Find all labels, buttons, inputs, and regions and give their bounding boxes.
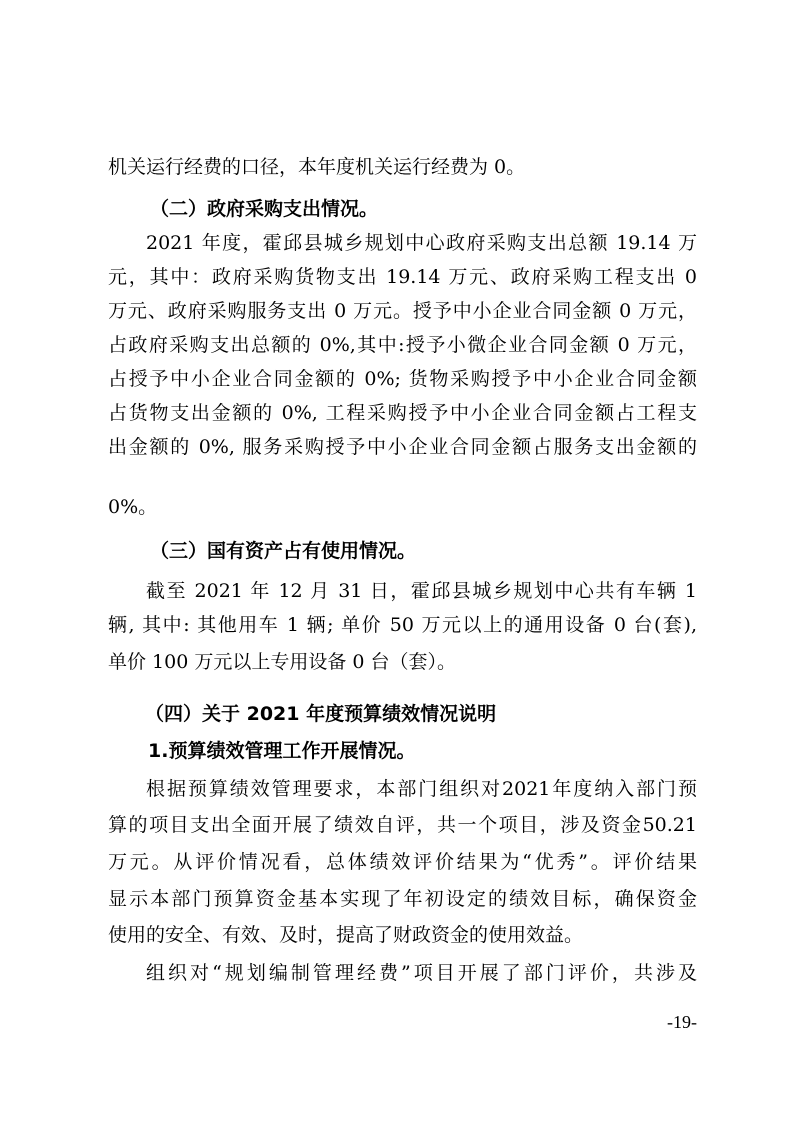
text-line: 万元、政府采购服务支出 0 万元。授予中小企业合同金额 0 万元， [108, 300, 697, 322]
text-line: 机关运行经费的口径，本年度机关运行经费为 0。 [108, 156, 526, 178]
section-heading: （三）国有资产占有使用情况。 [150, 540, 417, 562]
text-line: 0%。 [108, 496, 158, 518]
section-heading: （四）关于 2021 年度预算绩效情况说明 [145, 703, 497, 725]
text-line: 算的项目支出全面开展了绩效自评，共一个项目，涉及资金50.21 [108, 814, 697, 836]
text-line: 使用的安全、有效、及时，提高了财政资金的使用效益。 [108, 924, 584, 946]
text-line: 单价 100 万元以上专用设备 0 台（套）。 [108, 651, 457, 673]
text-line: 占政府采购支出总额的 0%,其中:授予小微企业合同金额 0 万元， [108, 334, 697, 356]
text-line: 万元。从评价情况看，总体绩效评价结果为“优秀”。评价结果 [108, 851, 697, 873]
section-heading: （二）政府采购支出情况。 [150, 198, 379, 220]
text-line: 占授予中小企业合同金额的 0%; 货物采购授予中小企业合同金额 [108, 368, 697, 390]
text-line: 显示本部门预算资金基本实现了年初设定的绩效目标，确保资金 [108, 888, 697, 910]
page-number: -19- [667, 1012, 697, 1032]
text-line: 辆, 其中: 其他用车 1 辆; 单价 50 万元以上的通用设备 0 台(套), [108, 614, 697, 636]
text-line: 出金额的 0%, 服务采购授予中小企业合同金额占服务支出金额的 [108, 436, 697, 458]
text-line: 根据预算绩效管理要求，本部门组织对2021年度纳入部门预 [146, 778, 697, 800]
subsection-heading: 1.预算绩效管理工作开展情况。 [148, 740, 416, 762]
text-line: 2021 年度，霍邱县城乡规划中心政府采购支出总额 19.14 万 [146, 232, 697, 254]
text-line: 截至 2021 年 12 月 31 日，霍邱县城乡规划中心共有车辆 1 [146, 580, 697, 602]
text-line: 组织对“规划编制管理经费”项目开展了部门评价，共涉及 [146, 962, 697, 984]
text-line: 元，其中：政府采购货物支出 19.14 万元、政府采购工程支出 0 [108, 266, 697, 288]
text-line: 占货物支出金额的 0%, 工程采购授予中小企业合同金额占工程支 [108, 402, 697, 424]
